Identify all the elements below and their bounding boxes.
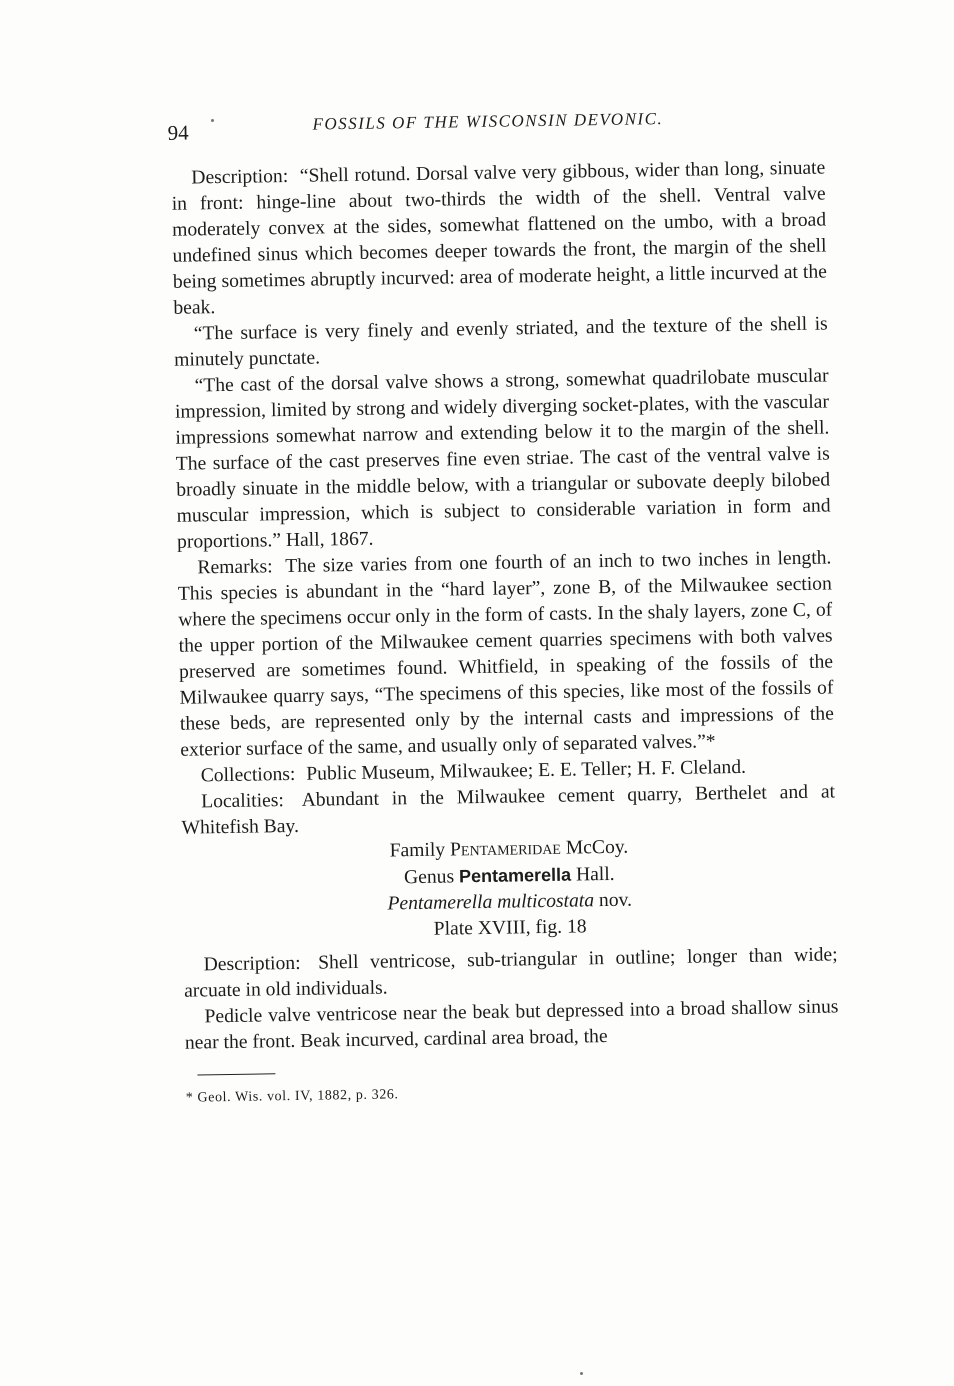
- genus-author: Hall.: [575, 863, 615, 886]
- plate-reference: Plate XVIII, fig. 18: [433, 916, 587, 940]
- localities-text: Abundant in the Milwaukee cement quarry, Berthelet and at Whitefish Bay.: [181, 781, 836, 839]
- collections-text: Public Museum, Milwaukee; E. E. Teller; H. F. Cleland.: [306, 756, 747, 785]
- family-author: McCoy.: [565, 836, 629, 859]
- cast-paragraph: “The cast of the dorsal valve shows a strong, somewhat quadrilobate muscular impression, limited by strong and widely diverging socket-plates, with the vascular impressions somewhat narrow and extending below it to the margin of the shell. The surface of the cast preserves fine even striae. The cast of the ventral valve is broadly sinuate in the middle below, with a triangular or subovate deeply bilobed muscular impression, which is subject to considerable variation in form and proportions.” Hall, 1867.: [174, 365, 831, 553]
- remarks-paragraph: [177, 545, 834, 763]
- remarks-text: The size varies from one fourth of an inch to two inches in length. This species is abundant in the “hard layer”, zone B, of the Milwaukee section where the specimens occur only in the form of casts. In the shaly layers, zone C, of the upper portion of the Milwaukee cement quarries specimens with both valves preserved are sometimes found. Whitfield, in speaking of the fossils of the Milwaukee quarry says, “The specimens of this species, like most of the fossils of these beds, are represented only by the internal casts and impressions of the exterior surface of the same, and usually only of separated valves.”*: [177, 547, 834, 761]
- species-name: Pentamerella multicostata: [387, 890, 595, 915]
- surface-paragraph: “The surface is very finely and evenly striated, and the texture of the shell is minutely punctate.: [174, 313, 828, 371]
- remarks-label: Remarks:: [197, 556, 273, 579]
- page-body: [171, 156, 840, 1112]
- localities-label: Localities:: [200, 790, 284, 813]
- print-speck: [580, 1372, 583, 1375]
- description-label: Description:: [191, 165, 289, 189]
- description-text: “Shell rotund. Dorsal valve very gibbous, wider than long, sinuate in front: hinge-line about two-thirds the width of the shell. Ventral valve moderately convex at the sides, somewhat flattened on the umbo, with a broad undefined sinus which becomes deeper towards the front, the margin of the shell being sometimes abruptly incurved: area of moderate height, a little incurved at the beak.: [171, 157, 828, 319]
- footnote: * Geol. Wis. vol. IV, 1882, p. 326.: [185, 1087, 399, 1106]
- family-prefix: Family: [389, 839, 446, 862]
- genus-name: Pentamerella: [458, 864, 572, 887]
- genus-prefix: Genus: [403, 866, 455, 889]
- footnote-rule: [197, 1073, 275, 1075]
- species-author: nov.: [598, 889, 633, 912]
- page-header: [167, 106, 827, 146]
- description-paragraph: [171, 156, 827, 322]
- running-title: FOSSILS OF THE WISCONSIN DEVONIC.: [312, 109, 664, 134]
- second-description-text: Shell ventricose, sub-triangular in outline; longer than wide; arcuate in old individuals.: [183, 944, 838, 1002]
- second-description-label: Description:: [203, 952, 301, 976]
- family-name: Pentameridae: [449, 837, 562, 861]
- page-number: 94: [167, 120, 189, 145]
- print-speck: [211, 119, 214, 122]
- collections-label: Collections:: [200, 763, 296, 787]
- pedicle-paragraph: Pedicle valve ventricose near the beak but depressed into a broad shallow sinus near the front. Beak incurved, cardinal area broad, the: [184, 996, 839, 1054]
